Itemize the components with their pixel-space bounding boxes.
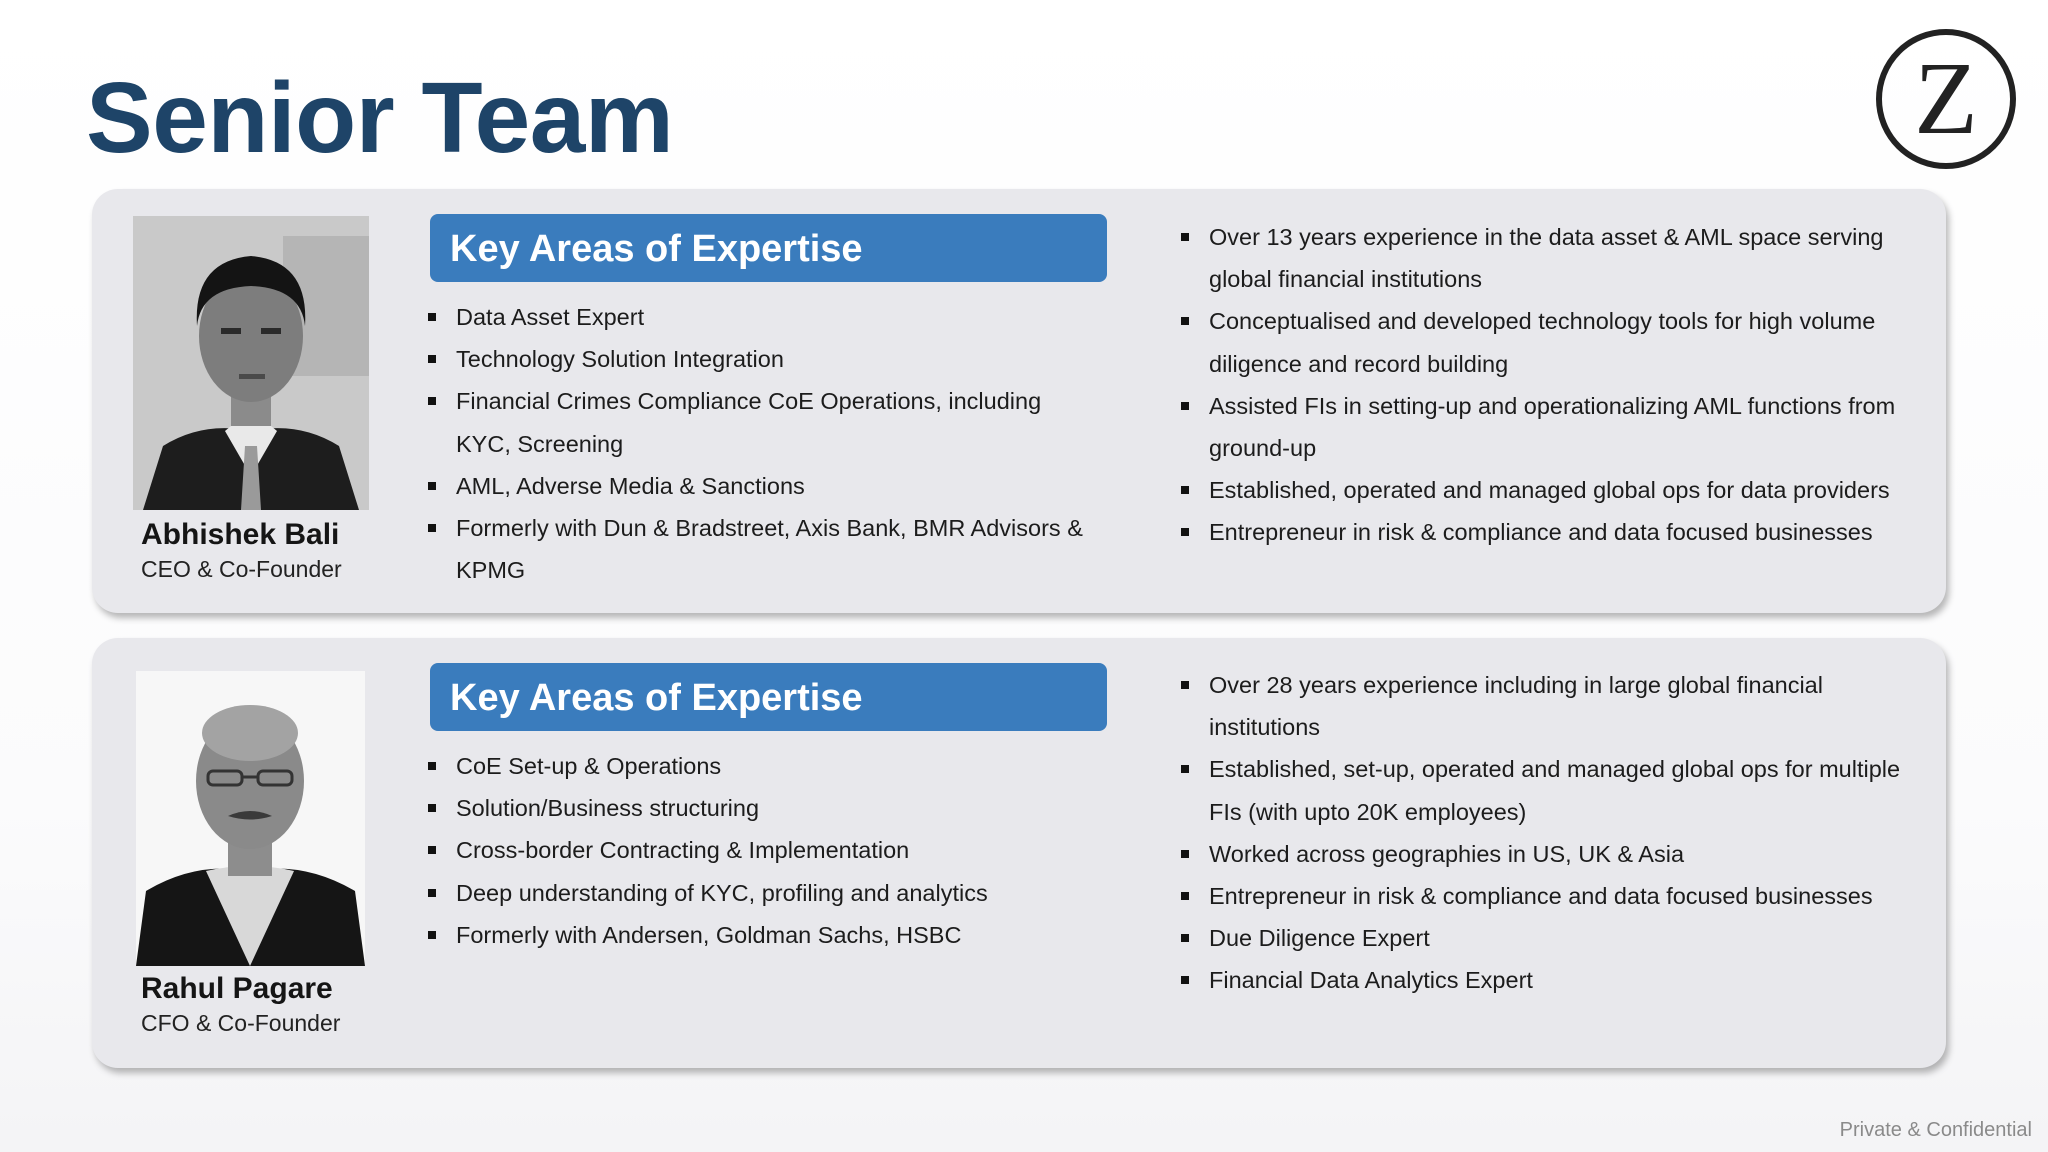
list-item: Formerly with Dun & Bradstreet, Axis Bank, BMR Advisors & KPMG [428, 507, 1088, 591]
list-item: Solution/Business structuring [428, 787, 1088, 829]
logo-letter: Z [1914, 41, 1978, 156]
expertise-list [428, 296, 1088, 591]
expertise-list [428, 745, 1088, 956]
confidentiality-footer: Private & Confidential [1839, 1119, 2032, 1141]
list-item: Formerly with Andersen, Goldman Sachs, HSBC [428, 914, 1088, 956]
list-item: Conceptualised and developed technology tools for high volume diligence and record building [1181, 300, 1901, 384]
list-item: Due Diligence Expert [1181, 917, 1901, 959]
list-item: CoE Set-up & Operations [428, 745, 1088, 787]
member-role: CFO & Co-Founder [141, 1010, 341, 1036]
experience-list [1181, 216, 1901, 554]
list-item: Data Asset Expert [428, 296, 1088, 338]
list-item: AML, Adverse Media & Sanctions [428, 465, 1088, 507]
expertise-header: Key Areas of Expertise [430, 214, 1107, 282]
list-item: Entrepreneur in risk & compliance and data focused businesses [1181, 875, 1901, 917]
list-item: Cross-border Contracting & Implementation [428, 829, 1088, 871]
list-item: Assisted FIs in setting-up and operationalizing AML functions from ground-up [1181, 385, 1901, 469]
list-item: Worked across geographies in US, UK & Asia [1181, 833, 1901, 875]
list-item: Over 13 years experience in the data asset & AML space serving global financial institutions [1181, 216, 1901, 300]
list-item: Financial Data Analytics Expert [1181, 959, 1901, 1001]
list-item: Deep understanding of KYC, profiling and analytics [428, 872, 1088, 914]
list-item: Financial Crimes Compliance CoE Operations, including KYC, Screening [428, 380, 1088, 464]
list-item: Technology Solution Integration [428, 338, 1088, 380]
experience-list [1181, 664, 1901, 1002]
list-item: Over 28 years experience including in large global financial institutions [1181, 664, 1901, 748]
member-role: CEO & Co-Founder [141, 556, 342, 582]
company-logo [1874, 27, 2018, 171]
member-name: Abhishek Bali [141, 518, 340, 551]
list-item: Established, set-up, operated and managed global ops for multiple FIs (with upto 20K employees) [1181, 748, 1901, 832]
expertise-header: Key Areas of Expertise [430, 663, 1107, 731]
list-item: Entrepreneur in risk & compliance and data focused businesses [1181, 511, 1901, 553]
profile-photo-rahul [136, 671, 365, 966]
list-item: Established, operated and managed global ops for data providers [1181, 469, 1901, 511]
page-title: Senior Team [86, 62, 674, 174]
profile-photo-abhishek [133, 216, 369, 510]
member-name: Rahul Pagare [141, 972, 333, 1005]
